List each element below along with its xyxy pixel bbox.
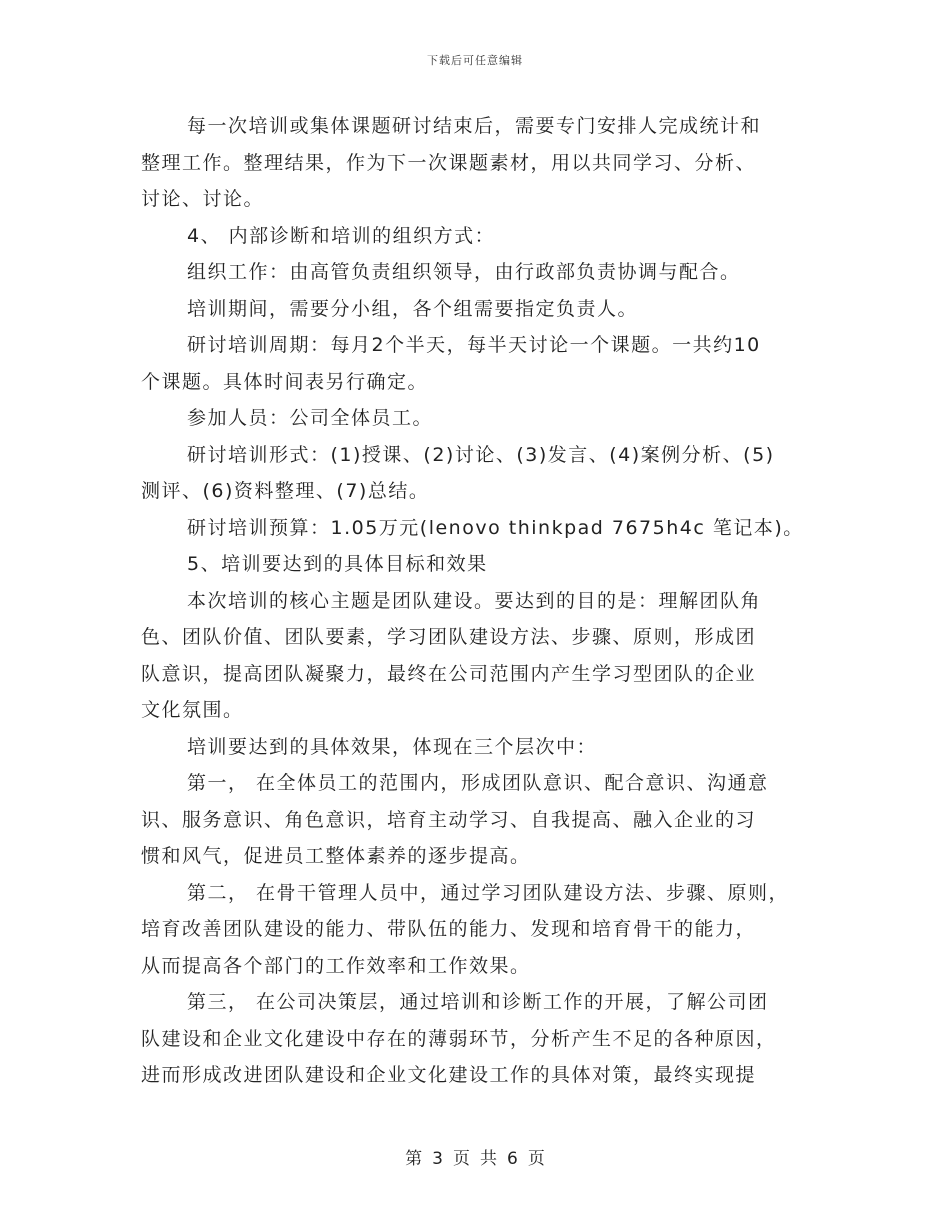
body-line: 培育改善团队建设的能力、带队伍的能力、发现和培育骨干的能力， [141,918,757,940]
body-line: 识、服务意识、角色意识，培育主动学习、自我提高、融入企业的习 [141,808,757,831]
body-line: 色、团队价值、团队要素，学习团队建设方法、步骤、原则，形成团 [141,626,757,648]
page-header-note: 下载后可任意编辑 [427,54,523,67]
body-line: 参加人员：公司全体员工。 [187,407,434,429]
body-line: 惯和风气，促进员工整体素养的逐步提高。 [141,845,531,867]
section-heading-5: 5、培训要达到的具体目标和效果 [187,553,488,575]
page-unit: 页 [453,1149,470,1169]
body-line: 队意识，提高团队凝聚力，最终在公司范围内产生学习型团队的企业 [141,662,757,685]
body-line: 培训期间，需要分小组，各个组需要指定负责人。 [187,297,639,320]
body-line: 个课题。具体时间表另行确定。 [141,370,429,393]
body-line: 讨论、讨论。 [141,188,265,210]
body-line: 本次培训的核心主题是团队建设。要达到的目的是：理解团队角 [187,589,762,612]
body-line: 整理工作。整理结果，作为下一次课题素材，用以共同学习、分析、 [141,151,757,174]
body-line: 第一， 在全体员工的范围内，形成团队意识、配合意识、沟通意 [187,772,769,794]
page-footer [0,1144,950,1169]
section-heading-4: 4、 内部诊断和培训的组织方式： [187,224,496,247]
page-number: 3 [432,1149,443,1169]
body-line: 文化氛围。 [141,699,244,721]
total-unit: 页 [527,1149,545,1169]
body-line: 研讨培训预算：1.05万元(lenovo thinkpad 7675h4c 笔记本)。 [187,516,804,539]
body-line: 第二， 在骨干管理人员中，通过学习团队建设方法、步骤、原则， [187,881,790,904]
body-line: 进而形成改进团队建设和企业文化建设工作的具体对策，最终实现提 [141,1064,757,1086]
body-line: 培训要达到的具体效果，体现在三个层次中： [187,735,598,758]
body-line: 测评、(6)资料整理、(7)总结。 [141,480,430,502]
body-line: 研讨培训形式：(1)授课、(2)讨论、(3)发言、(4)案例分析、(5) [187,443,775,466]
total-prefix: 共 [480,1149,497,1169]
body-line: 研讨培训周期：每月2个半天，每半天讨论一个课题。一共约10 [187,334,761,356]
body-line: 每一次培训或集体课题研讨结束后，需要专门安排人完成统计和 [187,115,762,137]
body-line: 队建设和企业文化建设中存在的薄弱环节，分析产生不足的各种原因， [141,1027,777,1050]
body-line: 组织工作：由高管负责组织领导，由行政部负责协调与配合。 [187,261,741,283]
body-line: 第三， 在公司决策层，通过培训和诊断工作的开展，了解公司团 [187,991,769,1013]
total-pages: 6 [507,1149,518,1169]
document-body [141,108,821,1094]
body-line: 从而提高各个部门的工作效率和工作效果。 [141,954,531,977]
page-prefix: 第 [405,1149,423,1169]
